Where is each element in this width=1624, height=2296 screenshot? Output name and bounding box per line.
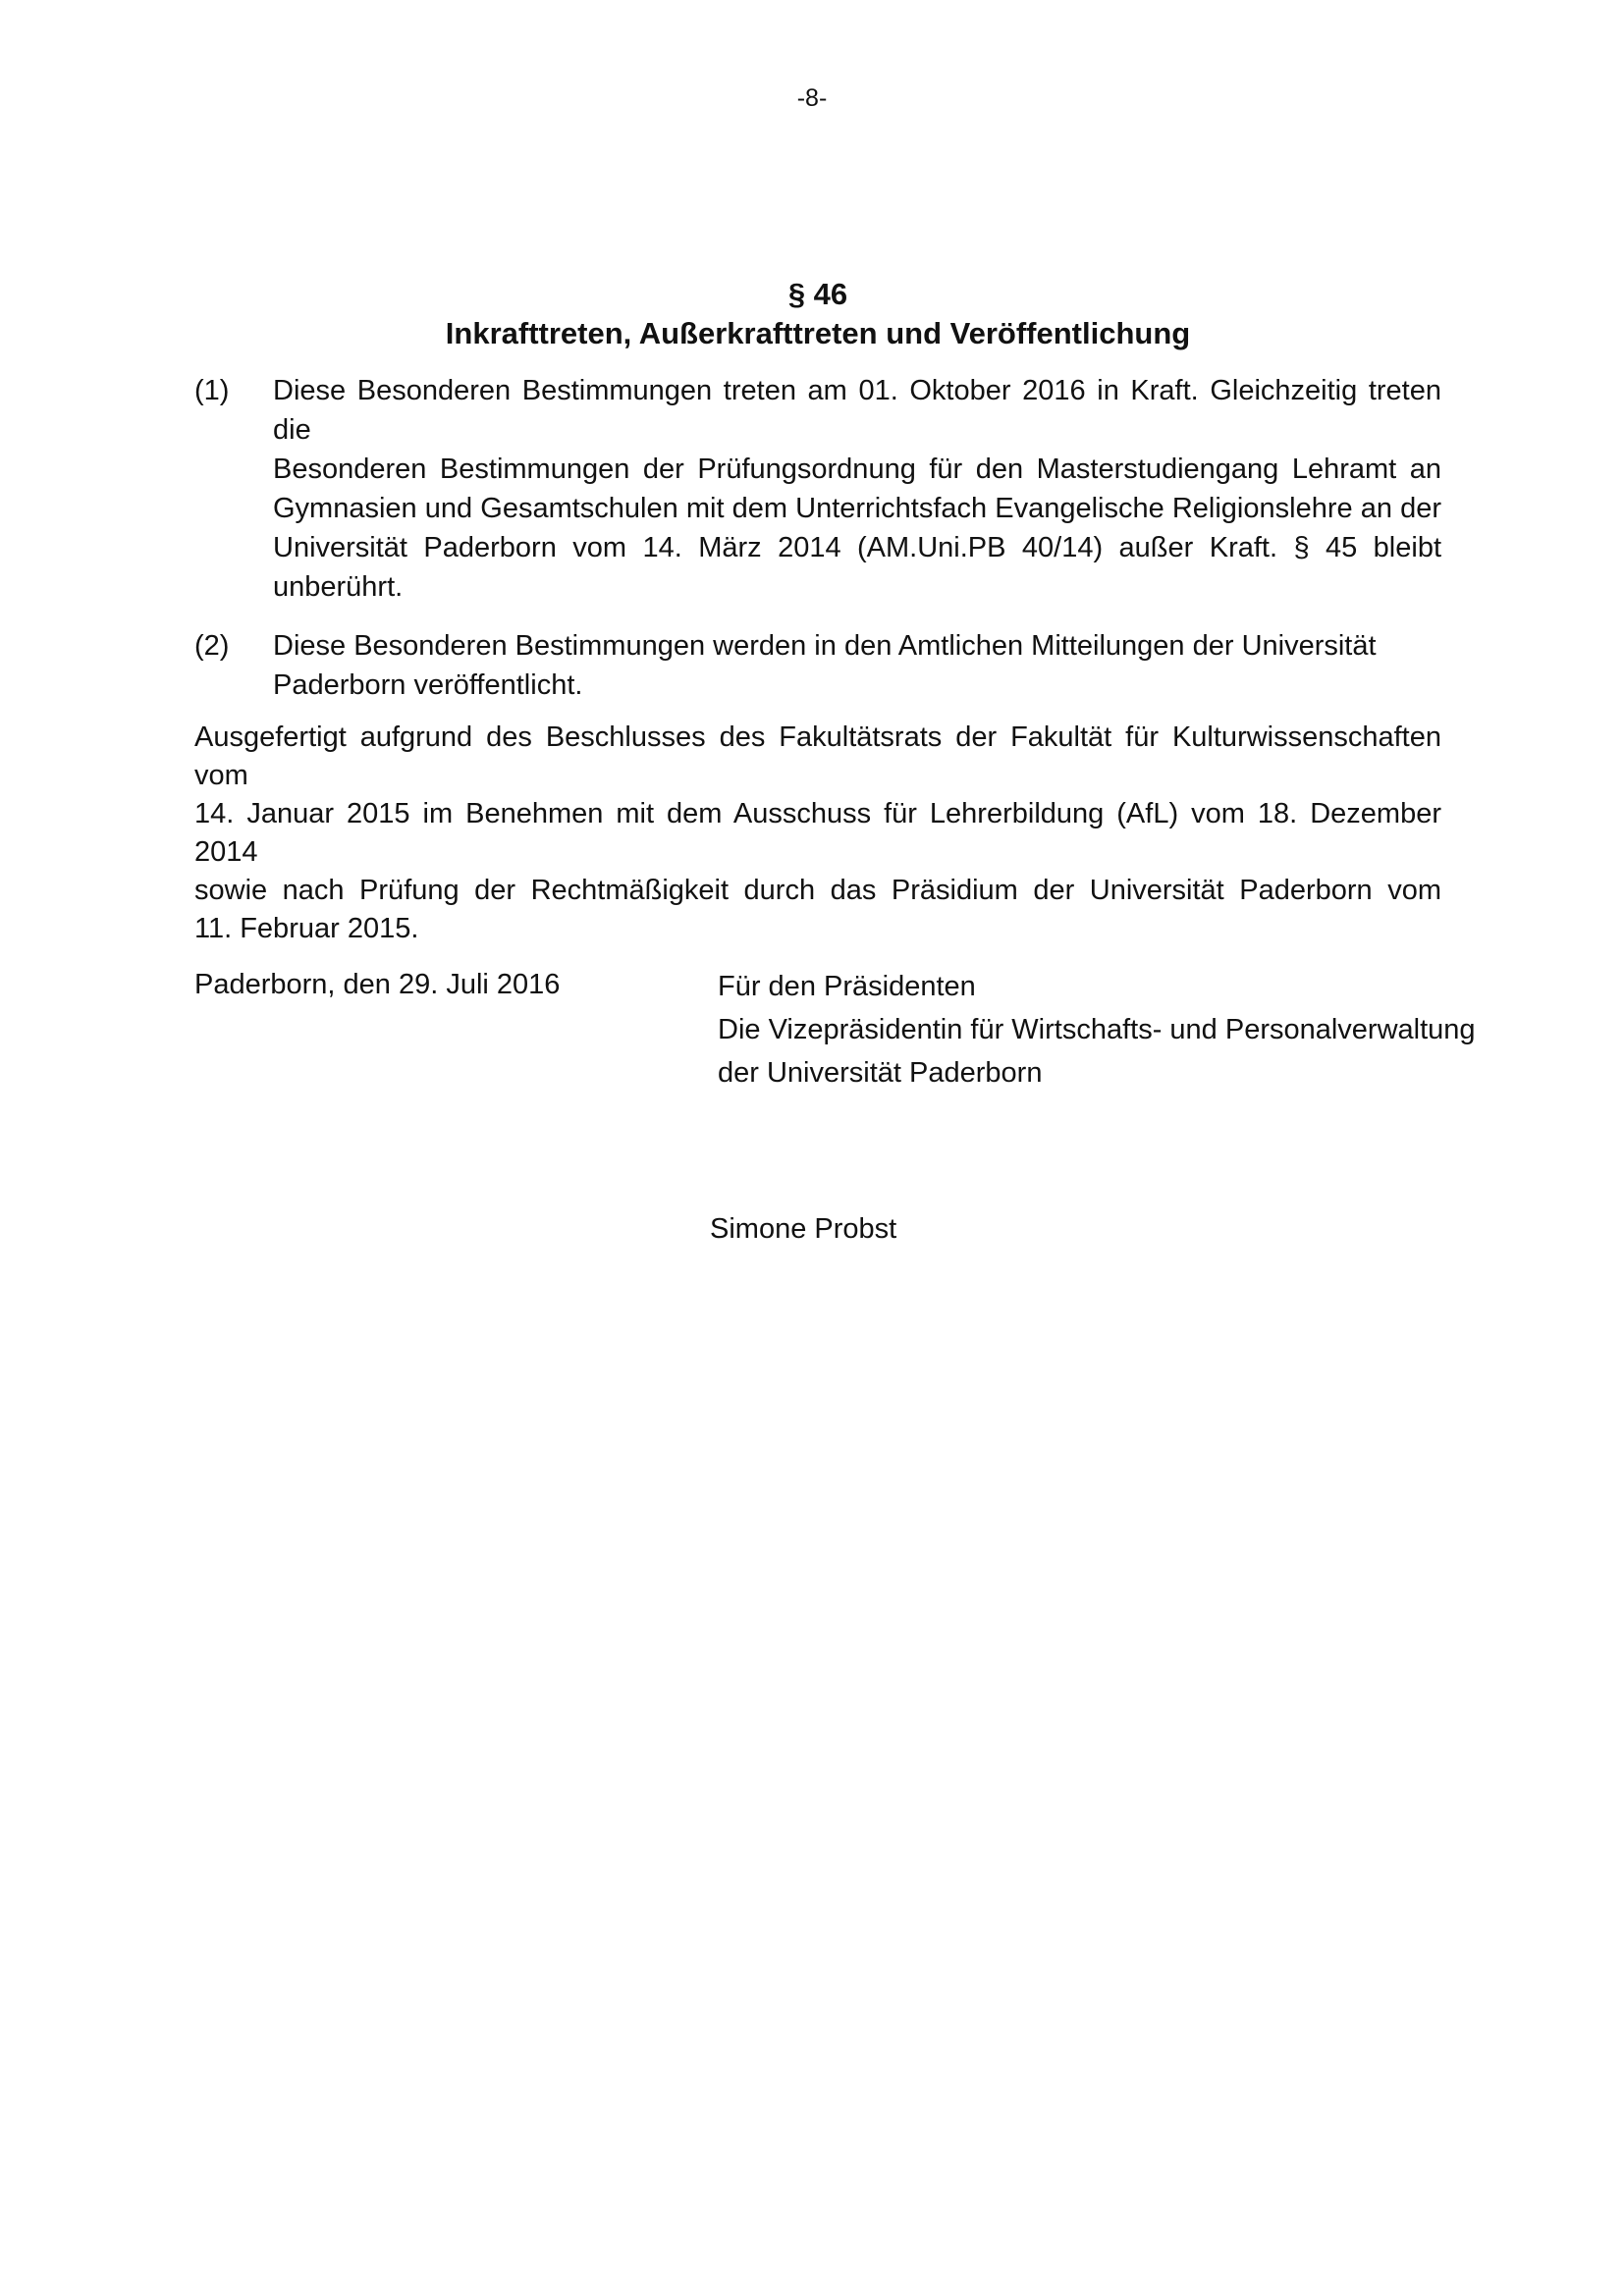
- clause-text: [273, 371, 1441, 607]
- enactment-line: 14. Januar 2015 im Benehmen mit dem Ausschuss für Lehrerbildung (AfL) vom 18. Dezember 2014: [194, 798, 1441, 868]
- on-behalf-line: Für den Präsidenten: [718, 971, 976, 1002]
- section-number: § 46: [787, 277, 848, 311]
- enactment-line: 11. Februar 2015.: [194, 913, 419, 944]
- enactment-line: sowie nach Prüfung der Rechtmäßigkeit durch das Präsidium der Universität Paderborn vom: [194, 875, 1441, 906]
- clause-list: [194, 371, 1441, 705]
- place-date: Paderborn, den 29. Juli 2016: [194, 969, 561, 1000]
- clause-line: Gymnasien und Gesamtschulen mit dem Unterrichtsfach Evangelische Religionslehre an der: [273, 493, 1441, 524]
- clause-text: [273, 626, 1441, 705]
- clause-line: Diese Besonderen Bestimmungen treten am 01. Oktober 2016 in Kraft. Gleichzeitig treten die: [273, 375, 1441, 446]
- signature-block: [718, 965, 1476, 1095]
- clause-2: [194, 626, 1441, 705]
- enactment-line: Ausgefertigt aufgrund des Beschlusses des Fakultätsrats der Fakultät für Kulturwissenschaften vom: [194, 721, 1441, 791]
- clause-1: [194, 371, 1441, 607]
- clause-number: (2): [194, 630, 230, 662]
- section-title: Inkrafttreten, Außerkrafttreten und Veröffentlichung: [445, 316, 1191, 350]
- signer-name: Simone Probst: [710, 1213, 897, 1245]
- clause-number: (1): [194, 375, 230, 406]
- enactment-statement: [194, 719, 1441, 948]
- signer-institution: der Universität Paderborn: [718, 1057, 1043, 1089]
- signer-role: Die Vizepräsidentin für Wirtschafts- und Personalverwaltung: [718, 1014, 1476, 1045]
- clause-line: Universität Paderborn vom 14. März 2014 (AM.Uni.PB 40/14) außer Kraft. § 45 bleibt unberührt.: [273, 532, 1441, 603]
- section-heading: [194, 275, 1441, 353]
- clause-line: Besonderen Bestimmungen der Prüfungsordnung für den Masterstudiengang Lehramt an: [273, 454, 1441, 485]
- clause-line: Diese Besonderen Bestimmungen werden in den Amtlichen Mitteilungen der Universität: [273, 630, 1377, 662]
- clause-line: Paderborn veröffentlicht.: [273, 669, 583, 701]
- page-number: -8-: [796, 84, 828, 112]
